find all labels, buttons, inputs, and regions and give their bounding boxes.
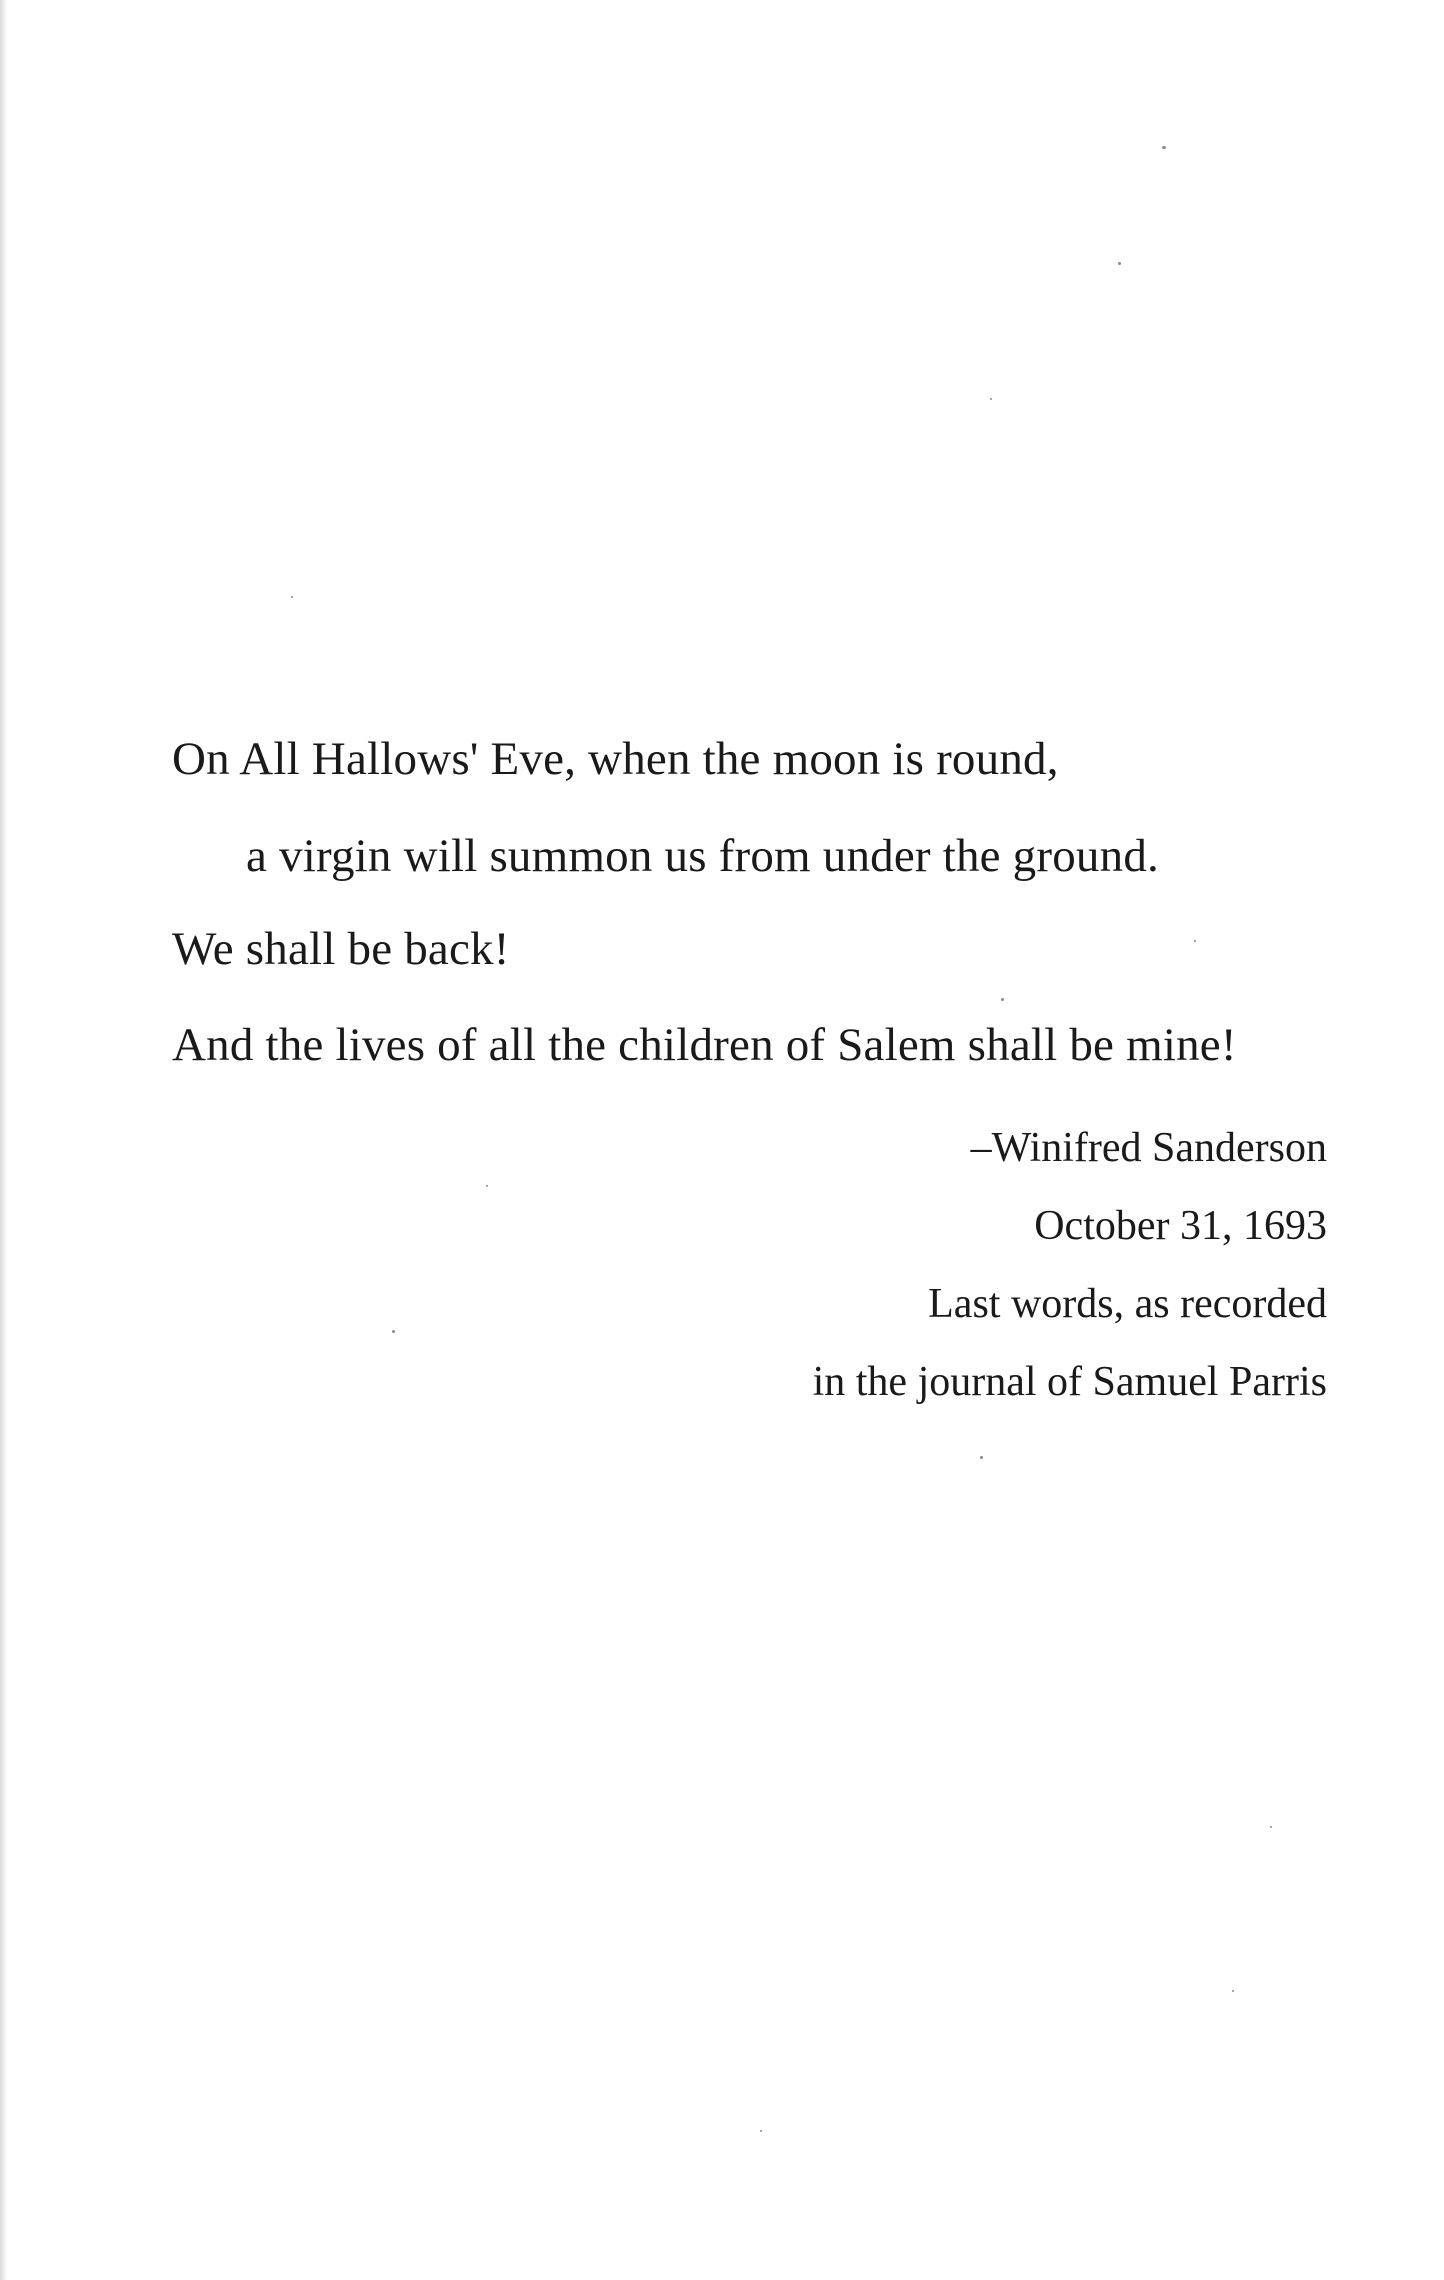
scan-speck — [1270, 1826, 1272, 1828]
scan-speck — [291, 596, 293, 598]
scan-speck — [760, 2130, 762, 2132]
page-edge — [0, 0, 8, 2280]
scan-speck — [1232, 1990, 1234, 1992]
verse-line: And the lives of all the children of Salem shall be mine! — [172, 1019, 1237, 1071]
attribution-source: Last words, as recorded — [928, 1281, 1327, 1327]
verse-line: a virgin will summon us from under the ground. — [246, 830, 1159, 882]
scan-speck — [980, 1456, 983, 1459]
scan-speck — [1162, 146, 1166, 149]
attribution-author: –Winifred Sanderson — [970, 1125, 1327, 1171]
attribution-source: in the journal of Samuel Parris — [812, 1359, 1327, 1405]
scan-speck — [1001, 998, 1004, 1001]
scan-speck — [486, 1185, 488, 1187]
scan-speck — [392, 1330, 395, 1333]
scan-speck — [1118, 262, 1121, 265]
scan-speck — [990, 398, 992, 400]
attribution-date: October 31, 1693 — [1034, 1203, 1327, 1249]
scan-speck — [1194, 940, 1196, 942]
verse-line: We shall be back! — [172, 923, 510, 975]
verse-line: On All Hallows' Eve, when the moon is round, — [172, 733, 1059, 785]
